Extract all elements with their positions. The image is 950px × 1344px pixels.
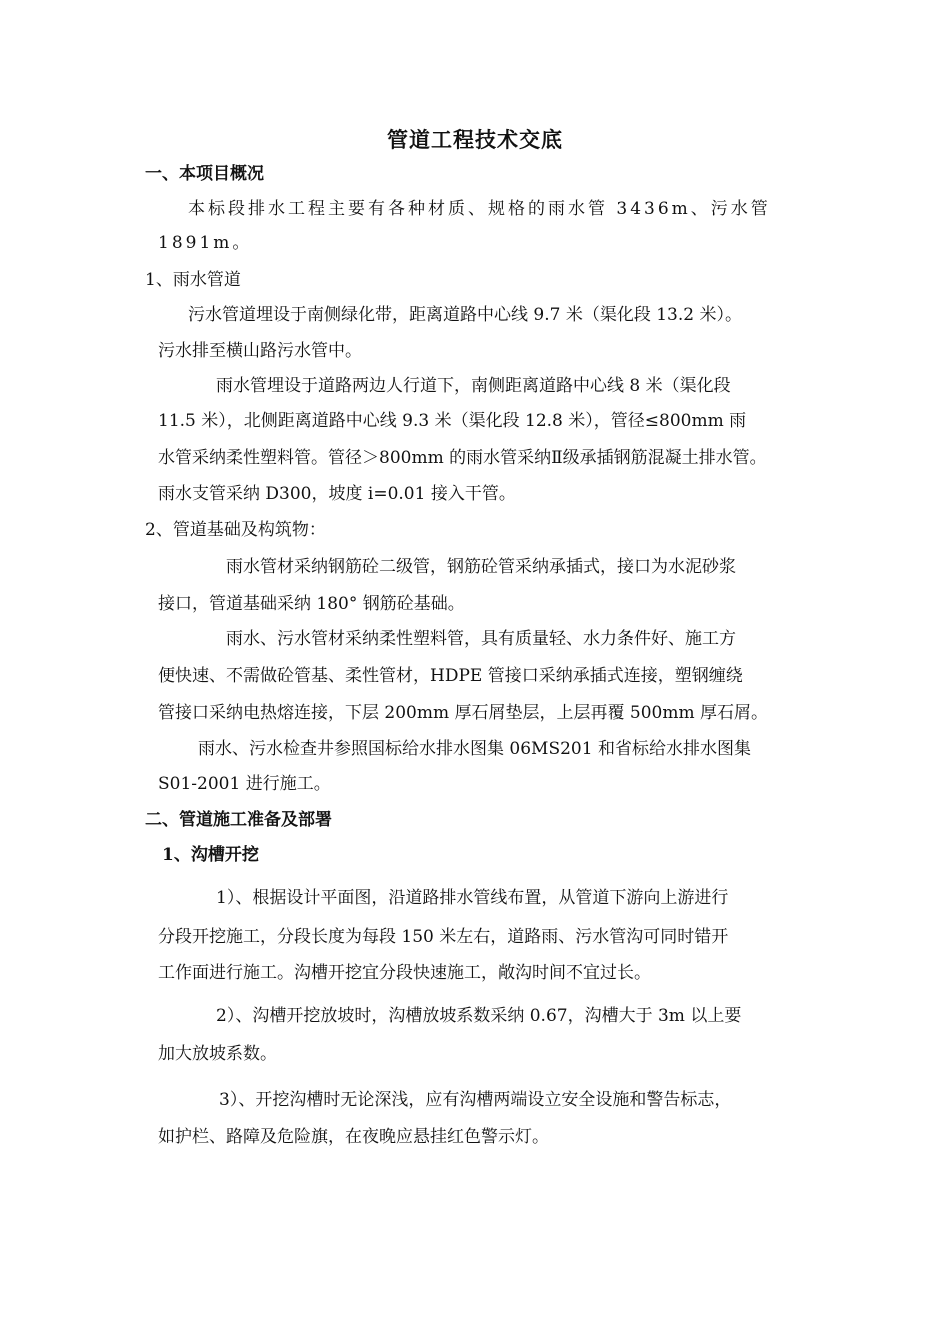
paragraph-line: 雨水管埋设于道路两边人行道下，南侧距离道路中心线 8 米（渠化段: [216, 376, 731, 396]
paragraph-line: 如护栏、路障及危险旗，在夜晚应悬挂红色警示灯。: [158, 1127, 549, 1147]
paragraph-line: 分段开挖施工，分段长度为每段 150 米左右，道路雨、污水管沟可同时错开: [158, 927, 729, 947]
page-title: 管道工程技术交底: [387, 127, 563, 152]
subsection-heading-trench: 1、沟槽开挖: [162, 845, 259, 865]
section-heading-overview: 一、本项目概况: [145, 164, 264, 184]
paragraph-line: 本标段排水工程主要有各种材质、规格的雨水管 3436m、污水管: [188, 199, 771, 219]
paragraph-line: 2）、沟槽开挖放坡时，沟槽放坡系数采纳 0.67，沟槽大于 3m 以上要: [216, 1006, 742, 1026]
paragraph-line: 管接口采纳电热熔连接，下层 200mm 厚石屑垫层，上层再覆 500mm 厚石屑。: [158, 703, 768, 723]
subsection-heading-foundation: 2、管道基础及构筑物：: [145, 520, 326, 540]
paragraph-line: 加大放坡系数。: [158, 1044, 277, 1064]
paragraph-line: 1）、根据设计平面图，沿道路排水管线布置，从管道下游向上游进行: [216, 888, 729, 908]
paragraph-line: 水管采纳柔性塑料管。管径＞800mm 的雨水管采纳Ⅱ级承插钢筋混凝土排水管。: [158, 448, 767, 468]
paragraph-line: 11.5 米），北侧距离道路中心线 9.3 米（渠化段 12.8 米），管径≤800mm 雨: [158, 411, 747, 431]
paragraph-line: 雨水、污水管材采纳柔性塑料管，具有质量轻、水力条件好、施工方: [226, 629, 736, 649]
subsection-heading-rainwater: 1、雨水管道: [145, 270, 241, 290]
paragraph-line: 工作面进行施工。沟槽开挖宜分段快速施工，敞沟时间不宜过长。: [158, 963, 651, 983]
paragraph-line: 便快速、不需做砼管基、柔性管材，HDPE 管接口采纳承插式连接，塑钢缠绕: [158, 666, 743, 686]
paragraph-line: 雨水、污水检查井参照国标给水排水图集 06MS201 和省标给水排水图集: [198, 739, 751, 759]
section-heading-preparation: 二、管道施工准备及部署: [145, 810, 332, 830]
paragraph-line: 污水管道埋设于南侧绿化带，距离道路中心线 9.7 米（渠化段 13.2 米）。: [188, 305, 743, 325]
paragraph-line: 3）、开挖沟槽时无论深浅，应有沟槽两端设立安全设施和警告标志，: [219, 1090, 732, 1110]
paragraph-line: 雨水管材采纳钢筋砼二级管，钢筋砼管采纳承插式，接口为水泥砂浆: [226, 557, 736, 577]
paragraph-line: 雨水支管采纳 D300，坡度 i=0.01 接入干管。: [158, 484, 516, 504]
paragraph-line: 接口，管道基础采纳 180° 钢筋砼基础。: [158, 594, 465, 614]
paragraph-line: S01-2001 进行施工。: [158, 774, 331, 794]
paragraph-line: 污水排至横山路污水管中。: [158, 341, 362, 361]
paragraph-line: 1891m。: [158, 233, 253, 253]
